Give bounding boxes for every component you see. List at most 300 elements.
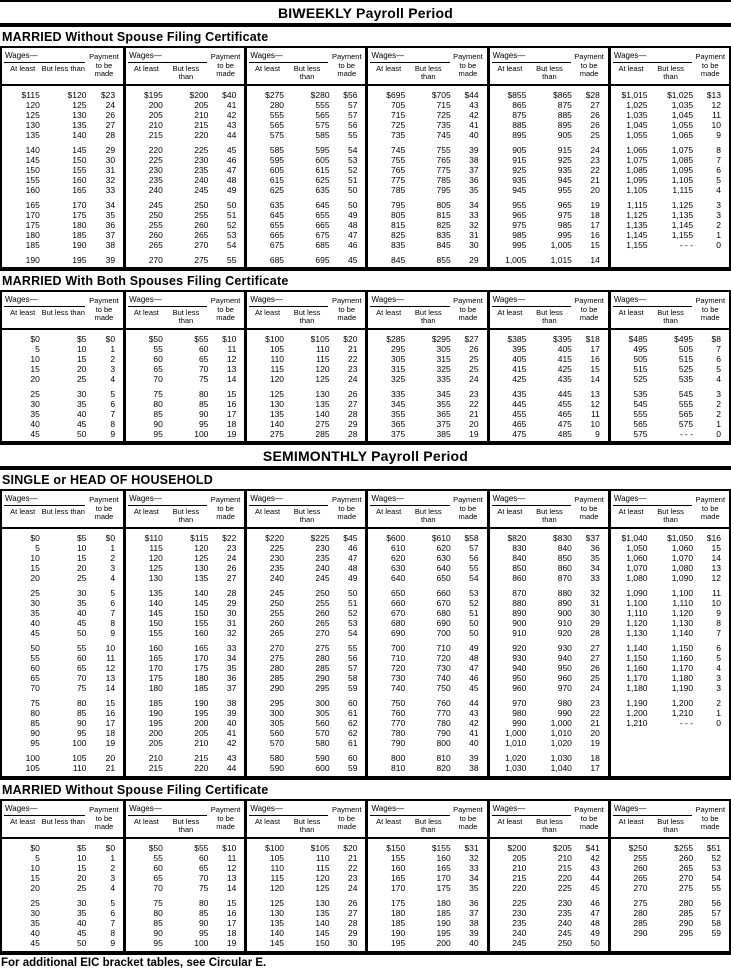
- but-less-than-cell: 650: [436, 573, 451, 583]
- at-least-cell: 800: [391, 753, 406, 763]
- at-least-cell: $0: [30, 334, 40, 344]
- at-least-cell: 190: [391, 928, 406, 938]
- bracket-row: [368, 100, 486, 110]
- but-less-than-cell: 385: [436, 429, 451, 439]
- but-less-than-cell: 985: [557, 220, 572, 230]
- bracket-row: [611, 354, 729, 364]
- bracket-row: [126, 728, 244, 738]
- at-least-cell: 100: [25, 753, 40, 763]
- bracket-row: [368, 573, 486, 583]
- bracket-row: [126, 938, 244, 948]
- at-least-cell: 1,030: [505, 763, 527, 773]
- at-least-cell: 130: [148, 573, 163, 583]
- payment-cell: $10: [222, 334, 237, 344]
- but-less-than-cell: 595: [315, 145, 330, 155]
- at-least-cell: 730: [391, 673, 406, 683]
- bracket-row: [2, 898, 123, 908]
- at-least-cell: 1,090: [626, 588, 648, 598]
- but-less-than-cell: 860: [557, 563, 572, 573]
- payment-cell: 24: [469, 374, 479, 384]
- but-less-than-cell: 170: [72, 200, 87, 210]
- but-less-than-cell: $610: [431, 533, 451, 543]
- payment-cell: 31: [469, 230, 479, 240]
- at-least-header: At least: [618, 308, 644, 317]
- but-less-than-cell: 20: [76, 873, 87, 883]
- payment-cell: 27: [590, 100, 600, 110]
- at-least-cell: 345: [391, 399, 406, 409]
- bracket-row: [611, 344, 729, 354]
- but-less-than-cell: 375: [436, 419, 451, 429]
- but-less-than-cell: 135: [72, 120, 87, 130]
- but-less-than-cell: 210: [557, 853, 572, 863]
- bracket-row: [247, 334, 365, 344]
- at-least-cell: 495: [633, 344, 648, 354]
- at-least-cell: 835: [391, 240, 406, 250]
- but-less-than-cell: 800: [436, 738, 451, 748]
- payment-cell: 31: [226, 618, 237, 628]
- wages-header-block: [613, 50, 692, 82]
- bracket-row: [611, 608, 729, 618]
- bracket-row: [2, 409, 123, 419]
- but-less-than-cell: 905: [557, 130, 572, 140]
- but-less-than-cell: 1,030: [550, 753, 572, 763]
- wages-header: Wages—: [370, 294, 449, 307]
- bracket-row: [611, 663, 729, 673]
- at-least-cell: 780: [391, 728, 406, 738]
- bracket-row: [611, 853, 729, 863]
- payment-cell: 56: [469, 553, 479, 563]
- payment-cell: 24: [347, 374, 358, 384]
- bracket-row: [126, 220, 244, 230]
- bracket-row: [368, 908, 486, 918]
- bracket-row: [368, 898, 486, 908]
- but-less-than-cell: 970: [557, 683, 572, 693]
- at-least-cell: 180: [148, 683, 163, 693]
- bracket-row: [2, 908, 123, 918]
- group-body: [2, 330, 123, 441]
- at-least-cell: 150: [148, 618, 163, 628]
- at-least-cell: 1,010: [505, 738, 527, 748]
- at-least-cell: 210: [148, 753, 163, 763]
- payment-header: Payment to be made: [574, 296, 604, 323]
- at-least-cell: 1,050: [626, 543, 648, 553]
- but-less-than-cell: 100: [194, 938, 209, 948]
- at-least-cell: 205: [512, 853, 527, 863]
- wage-bracket-group: [608, 491, 729, 776]
- bracket-row: [247, 200, 365, 210]
- bracket-row: [368, 200, 486, 210]
- payment-cell: 25: [590, 673, 600, 683]
- wages-subheaders: [370, 307, 449, 326]
- payment-cell: 53: [226, 230, 237, 240]
- bracket-row: [490, 210, 608, 220]
- bracket-row: [490, 653, 608, 663]
- bracket-row: [2, 573, 123, 583]
- but-less-than-cell: $295: [431, 334, 451, 344]
- at-least-cell: $50: [148, 334, 163, 344]
- wages-header: Wages—: [370, 50, 449, 63]
- at-least-header: At least: [618, 507, 644, 516]
- payment-cell: 25: [469, 354, 479, 364]
- bracket-row: [126, 608, 244, 618]
- bracket-row: [368, 938, 486, 948]
- at-least-cell: 885: [512, 120, 527, 130]
- payment-cell: 3: [716, 210, 721, 220]
- but-less-than-cell: 180: [194, 673, 209, 683]
- at-least-cell: 270: [148, 255, 163, 265]
- bracket-row: [490, 175, 608, 185]
- at-least-cell: 940: [512, 663, 527, 673]
- at-least-cell: 255: [269, 608, 285, 618]
- bracket-row: [247, 240, 365, 250]
- payment-cell: 18: [590, 753, 600, 763]
- but-less-than-cell: $120: [67, 90, 87, 100]
- wage-bracket-group: [244, 801, 365, 951]
- but-less-than-cell: 120: [315, 873, 330, 883]
- at-least-cell: 40: [30, 419, 40, 429]
- wages-header: Wages—: [128, 803, 207, 816]
- bracket-row: [247, 698, 365, 708]
- but-less-than-header: But less than: [536, 507, 563, 525]
- payment-cell: 44: [469, 698, 479, 708]
- at-least-cell: 315: [391, 364, 406, 374]
- but-less-than-cell: 175: [436, 883, 451, 893]
- but-less-than-cell: 140: [315, 918, 330, 928]
- payment-cell: 24: [590, 145, 600, 155]
- at-least-cell: 335: [391, 389, 406, 399]
- at-least-cell: 95: [153, 938, 163, 948]
- at-least-cell: 235: [269, 563, 285, 573]
- payment-cell: 20: [590, 728, 600, 738]
- but-less-than-cell: 170: [194, 653, 209, 663]
- at-least-cell: 60: [30, 663, 40, 673]
- payment-cell: 24: [590, 683, 600, 693]
- bracket-row: [490, 873, 608, 883]
- bracket-row: [368, 210, 486, 220]
- but-less-than-header: But less than: [293, 64, 321, 82]
- at-least-cell: 120: [269, 883, 285, 893]
- at-least-cell: 135: [269, 918, 285, 928]
- wage-bracket-group: [2, 491, 123, 776]
- payment-cell: 43: [469, 708, 479, 718]
- payment-cell: 5: [110, 389, 116, 399]
- at-least-cell: 135: [25, 130, 40, 140]
- at-least-cell: 125: [269, 389, 285, 399]
- at-least-cell: 180: [25, 230, 40, 240]
- payment-cell: 44: [226, 763, 237, 773]
- but-less-than-cell: 260: [194, 220, 209, 230]
- payment-cell: 59: [711, 928, 721, 938]
- but-less-than-cell: $105: [310, 843, 330, 853]
- at-least-cell: 80: [30, 708, 40, 718]
- at-least-cell: 45: [30, 628, 40, 638]
- at-least-cell: 225: [512, 898, 527, 908]
- bracket-row: [2, 185, 123, 195]
- bracket-row: [2, 120, 123, 130]
- bracket-row: [126, 175, 244, 185]
- but-less-than-header: But less than: [414, 64, 442, 82]
- but-less-than-cell: 170: [436, 873, 451, 883]
- but-less-than-cell: 125: [315, 883, 330, 893]
- at-least-cell: 30: [30, 399, 40, 409]
- at-least-cell: 735: [391, 130, 406, 140]
- wage-bracket-table: [0, 799, 731, 955]
- wage-bracket-table: [0, 46, 731, 271]
- but-less-than-cell: 50: [76, 938, 87, 948]
- but-less-than-cell: 565: [315, 110, 330, 120]
- payment-cell: 12: [711, 573, 721, 583]
- at-least-cell: 215: [148, 130, 163, 140]
- payment-cell: 34: [590, 563, 600, 573]
- at-least-cell: 615: [269, 175, 285, 185]
- but-less-than-cell: 765: [436, 155, 451, 165]
- at-least-cell: 1,055: [626, 130, 648, 140]
- but-less-than-cell: 875: [557, 100, 572, 110]
- at-least-header: At least: [10, 64, 36, 73]
- bracket-row: [2, 598, 123, 608]
- at-least-cell: 120: [148, 553, 163, 563]
- at-least-cell: 785: [391, 185, 406, 195]
- bracket-row: [368, 130, 486, 140]
- but-less-than-cell: 35: [76, 908, 87, 918]
- but-less-than-cell: 185: [194, 683, 209, 693]
- payment-cell: 3: [716, 683, 721, 693]
- at-least-cell: 620: [391, 553, 406, 563]
- but-less-than-cell: 70: [198, 873, 209, 883]
- but-less-than-cell: 75: [76, 683, 87, 693]
- bracket-row: [247, 608, 365, 618]
- bracket-row: [2, 763, 123, 773]
- bracket-row: [126, 573, 244, 583]
- at-least-cell: 795: [391, 200, 406, 210]
- at-least-cell: 60: [153, 354, 163, 364]
- bracket-row: [126, 843, 244, 853]
- payment-cell: 49: [347, 573, 358, 583]
- payment-cell: 27: [590, 643, 600, 653]
- group-body: [490, 86, 608, 267]
- payment-cell: 58: [347, 673, 358, 683]
- at-least-cell: 1,180: [626, 683, 648, 693]
- at-least-cell: $485: [628, 334, 648, 344]
- at-least-cell: 915: [512, 155, 527, 165]
- payment-cell: 22: [590, 165, 600, 175]
- but-less-than-cell: 215: [194, 120, 209, 130]
- payment-cell: 33: [226, 643, 237, 653]
- bracket-row: [368, 683, 486, 693]
- bracket-row: [126, 698, 244, 708]
- but-less-than-cell: 280: [315, 653, 330, 663]
- bracket-row: [126, 598, 244, 608]
- but-less-than-cell: 945: [557, 175, 572, 185]
- but-less-than-cell: 295: [315, 683, 330, 693]
- bracket-row: [490, 354, 608, 364]
- at-least-cell: 175: [391, 898, 406, 908]
- payment-cell: 40: [469, 130, 479, 140]
- bracket-row: [247, 145, 365, 155]
- payment-cell: 42: [469, 718, 479, 728]
- at-least-cell: 840: [512, 553, 527, 563]
- bracket-row: [126, 553, 244, 563]
- but-less-than-cell: 270: [678, 873, 694, 883]
- but-less-than-cell: 615: [315, 165, 330, 175]
- at-least-header: At least: [10, 507, 36, 516]
- at-least-cell: 270: [269, 643, 285, 653]
- bracket-row: [611, 928, 729, 938]
- payment-cell: 1: [716, 419, 721, 429]
- but-less-than-cell: 1,125: [671, 200, 694, 210]
- payment-cell: 39: [469, 145, 479, 155]
- at-least-cell: 60: [153, 863, 163, 873]
- but-less-than-cell: $5: [76, 334, 87, 344]
- payment-cell: 3: [110, 364, 116, 374]
- payment-cell: 10: [711, 120, 721, 130]
- payment-cell: 61: [347, 738, 358, 748]
- at-least-cell: 1,085: [626, 165, 648, 175]
- payment-cell: 22: [347, 863, 358, 873]
- bracket-row: [490, 364, 608, 374]
- payment-header: Payment to be made: [453, 805, 483, 832]
- at-least-cell: 760: [391, 708, 406, 718]
- at-least-cell: 565: [269, 120, 285, 130]
- wages-header-block: [370, 294, 449, 326]
- bracket-row: [247, 753, 365, 763]
- bracket-row: [126, 563, 244, 573]
- at-least-cell: 990: [512, 718, 527, 728]
- at-least-cell: 185: [391, 918, 406, 928]
- payment-cell: 46: [226, 155, 237, 165]
- but-less-than-cell: $395: [552, 334, 572, 344]
- at-least-cell: 425: [512, 374, 527, 384]
- but-less-than-cell: 95: [198, 928, 209, 938]
- payment-cell: 14: [711, 553, 721, 563]
- at-least-cell: 220: [512, 883, 527, 893]
- wages-header: Wages—: [4, 294, 85, 307]
- at-least-header: At least: [133, 817, 159, 826]
- wages-header: Wages—: [492, 493, 571, 506]
- bracket-row: [368, 708, 486, 718]
- but-less-than-cell: 1,130: [671, 618, 694, 628]
- bracket-row: [2, 683, 123, 693]
- bracket-row: [247, 255, 365, 265]
- bracket-row: [368, 663, 486, 673]
- group-body: [126, 86, 244, 267]
- payment-cell: $27: [464, 334, 479, 344]
- group-body: [247, 839, 365, 951]
- at-least-cell: 125: [269, 898, 285, 908]
- bracket-row: [611, 588, 729, 598]
- bracket-row: [490, 419, 608, 429]
- at-least-cell: 905: [512, 145, 527, 155]
- but-less-than-cell: 545: [678, 389, 694, 399]
- bracket-row: [490, 663, 608, 673]
- section-title: MARRIED Without Spouse Filing Certificate: [2, 783, 269, 797]
- at-least-cell: 205: [148, 110, 163, 120]
- payment-cell: 47: [347, 553, 358, 563]
- at-least-cell: 605: [269, 165, 285, 175]
- but-less-than-cell: 15: [76, 553, 87, 563]
- but-less-than-cell: 355: [436, 399, 451, 409]
- bracket-row: [2, 563, 123, 573]
- bracket-row: [611, 210, 729, 220]
- bracket-row: [490, 573, 608, 583]
- bracket-row: [611, 374, 729, 384]
- bracket-row: [247, 175, 365, 185]
- but-less-than-cell: 785: [436, 175, 451, 185]
- at-least-cell: 815: [391, 220, 406, 230]
- payment-header: Payment to be made: [331, 495, 362, 522]
- group-header: [368, 292, 486, 330]
- payment-cell: 8: [110, 618, 116, 628]
- wages-header-block: [4, 50, 85, 73]
- at-least-cell: 245: [269, 588, 285, 598]
- but-less-than-cell: 155: [194, 618, 209, 628]
- payment-cell: 36: [469, 898, 479, 908]
- bracket-row: [490, 843, 608, 853]
- wages-header: Wages—: [613, 803, 692, 816]
- bracket-row: [611, 90, 729, 100]
- bracket-row: [368, 175, 486, 185]
- bracket-row: [126, 928, 244, 938]
- bracket-row: [126, 354, 244, 364]
- but-less-than-cell: 180: [72, 220, 87, 230]
- bracket-row: [490, 120, 608, 130]
- but-less-than-cell: 225: [194, 145, 209, 155]
- at-least-cell: 250: [269, 598, 285, 608]
- at-least-cell: 85: [153, 409, 163, 419]
- but-less-than-cell: 270: [315, 628, 330, 638]
- payment-cell: 7: [716, 628, 721, 638]
- payment-cell: 52: [226, 220, 237, 230]
- payment-cell: $18: [585, 334, 600, 344]
- payment-cell: 36: [226, 673, 237, 683]
- bracket-row: [611, 130, 729, 140]
- payment-header: Payment to be made: [89, 296, 119, 323]
- at-least-cell: 230: [512, 908, 527, 918]
- but-less-than-cell: $5: [76, 533, 87, 543]
- payment-cell: 12: [105, 663, 116, 673]
- payment-cell: 45: [347, 255, 358, 265]
- bracket-row: [2, 354, 123, 364]
- at-least-cell: 565: [633, 419, 648, 429]
- but-less-than-cell: 165: [194, 643, 209, 653]
- payment-cell: $37: [585, 533, 600, 543]
- bracket-row: [126, 533, 244, 543]
- payment-cell: 1: [716, 708, 721, 718]
- at-least-cell: 190: [148, 708, 163, 718]
- payment-cell: 15: [590, 364, 600, 374]
- payment-cell: 11: [590, 409, 600, 419]
- but-less-than-cell: 995: [557, 230, 572, 240]
- payment-cell: $45: [343, 533, 358, 543]
- but-less-than-cell: - - -: [679, 718, 694, 728]
- at-least-cell: 130: [269, 399, 285, 409]
- but-less-than-cell: 260: [315, 608, 330, 618]
- at-least-cell: 225: [148, 155, 163, 165]
- payment-cell: 9: [110, 429, 116, 439]
- payment-cell: 38: [469, 155, 479, 165]
- payment-cell: 52: [347, 165, 358, 175]
- bracket-row: [490, 130, 608, 140]
- at-least-cell: 475: [512, 429, 527, 439]
- but-less-than-cell: 640: [436, 563, 451, 573]
- but-less-than-cell: 1,170: [671, 663, 694, 673]
- but-less-than-cell: 835: [436, 230, 451, 240]
- payment-header: Payment to be made: [210, 805, 241, 832]
- bracket-row: [126, 898, 244, 908]
- group-header: [126, 491, 244, 529]
- payment-header: Payment to be made: [453, 52, 483, 79]
- at-least-cell: 1,075: [626, 155, 648, 165]
